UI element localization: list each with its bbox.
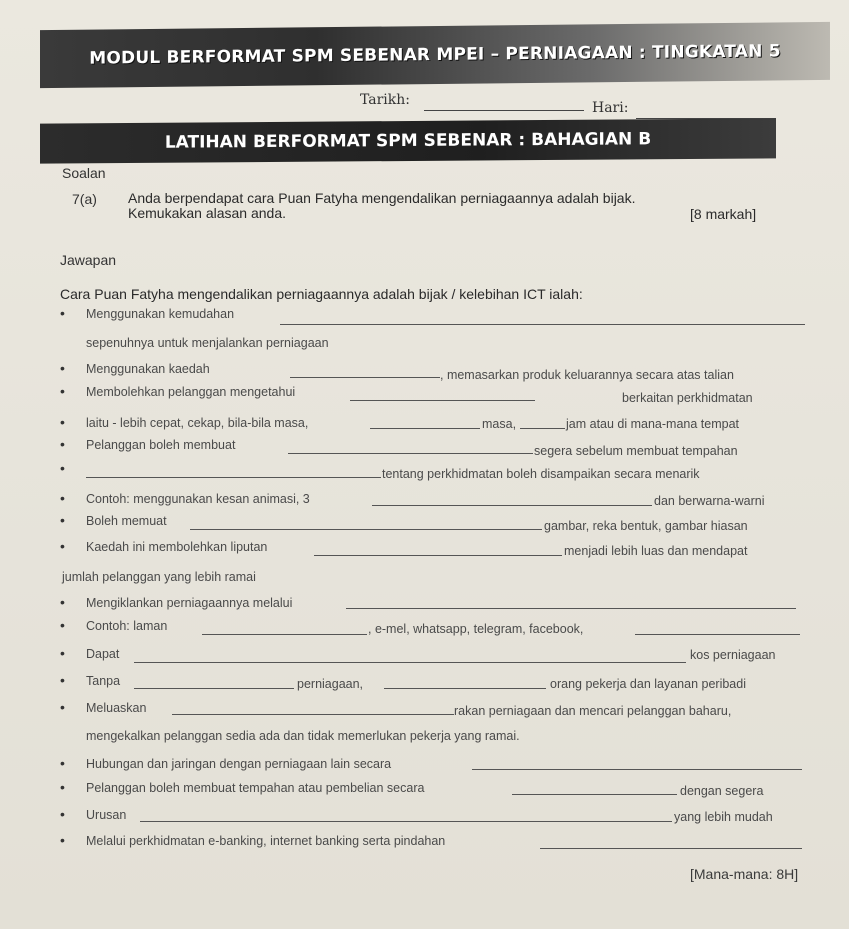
fill-blank[interactable] — [350, 400, 535, 401]
item-continuation: sepenuhnya untuk menjalankan perniagaan — [86, 336, 329, 350]
item-text: Kaedah ini membolehkan liputan — [86, 540, 268, 554]
date-label: Tarikh: — [360, 92, 410, 108]
fill-blank[interactable] — [472, 769, 802, 770]
fill-blank[interactable] — [520, 428, 565, 429]
item-text: Pelanggan boleh membuat tempahan atau pembelian secara — [86, 781, 425, 795]
fill-blank[interactable] — [280, 324, 805, 325]
item-text: Membolehkan pelanggan mengetahui — [86, 385, 296, 399]
fill-blank[interactable] — [346, 608, 796, 609]
fill-blank[interactable] — [512, 794, 677, 795]
item-text: Menggunakan kemudahan — [86, 307, 235, 321]
list-item — [60, 617, 805, 639]
list-item — [60, 672, 805, 694]
item-text: Hubungan dan jaringan dengan perniagaan lain secara — [86, 757, 392, 771]
item-text: segera sebelum membuat tempahan — [534, 444, 738, 458]
item-text: Tanpa — [86, 674, 121, 688]
item-text: Urusan — [86, 808, 127, 822]
item-text: Contoh: laman — [86, 619, 168, 633]
list-item — [60, 806, 805, 828]
bullet-icon: • — [60, 832, 65, 848]
bullet-icon: • — [60, 460, 65, 476]
item-text: menjadi lebih luas dan mendapat — [564, 544, 748, 558]
item-text: tentang perkhidmatan boleh disampaikan secara menarik — [382, 467, 700, 481]
bullet-icon: • — [60, 672, 65, 688]
fill-blank[interactable] — [314, 555, 562, 556]
bullet-icon: • — [60, 383, 65, 399]
item-text: Boleh memuat — [86, 514, 167, 528]
bullet-icon: • — [60, 538, 65, 554]
item-text: Pelanggan boleh membuat — [86, 438, 236, 452]
item-text: rakan perniagaan dan mencari pelanggan baharu, — [454, 704, 732, 718]
item-text: laitu - lebih cepat, cekap, bila-bila masa, — [86, 416, 309, 430]
item-continuation: mengekalkan pelanggan sedia ada dan tidak memerlukan pekerja yang ramai. — [86, 729, 520, 743]
fill-blank[interactable] — [140, 821, 672, 822]
list-item — [60, 779, 805, 801]
date-blank[interactable] — [424, 110, 584, 111]
bullet-icon: • — [60, 755, 65, 771]
bullet-icon: • — [60, 512, 65, 528]
item-text: perniagaan, — [297, 677, 364, 691]
fill-blank[interactable] — [172, 714, 454, 715]
list-item — [60, 512, 805, 534]
bullet-icon: • — [60, 305, 65, 321]
bullet-icon: • — [60, 594, 65, 610]
item-text: yang lebih mudah — [674, 810, 773, 824]
answer-heading: Cara Puan Fatyha mengendalikan perniagaannya adalah bijak / kelebihan ICT ialah: — [60, 286, 583, 302]
module-banner — [40, 22, 830, 88]
question-text: Anda berpendapat cara Puan Fatyha mengendalikan perniagaannya adalah bijak. Kemukakan alasan anda. — [128, 190, 636, 221]
item-text: orang pekerja dan layanan peribadi — [550, 677, 746, 691]
list-item — [60, 832, 805, 854]
fill-blank[interactable] — [635, 634, 800, 635]
item-continuation: jumlah pelanggan yang lebih ramai — [62, 570, 256, 584]
date-row — [360, 92, 780, 118]
item-text: masa, — [482, 417, 517, 431]
item-text: Menggunakan kaedah — [86, 362, 210, 376]
bullet-icon: • — [60, 779, 65, 795]
fill-blank[interactable] — [384, 688, 546, 689]
item-text: gambar, reka bentuk, gambar hiasan — [544, 519, 748, 533]
jawapan-label: Jawapan — [60, 252, 117, 268]
fill-blank[interactable] — [202, 634, 367, 635]
item-text: berkaitan perkhidmatan — [622, 391, 753, 405]
bullet-icon: • — [60, 436, 65, 452]
fill-blank[interactable] — [540, 848, 802, 849]
item-text: kos perniagaan — [690, 648, 776, 662]
list-item — [60, 645, 805, 667]
fill-blank[interactable] — [370, 428, 480, 429]
module-title: MODUL BERFORMAT SPM SEBENAR MPEI – PERNIAGAAN : TINGKATAN 5 — [89, 41, 781, 69]
list-item — [60, 383, 805, 405]
fill-blank[interactable] — [86, 477, 381, 478]
item-text: Mengiklankan perniagaannya melalui — [86, 596, 293, 610]
list-item — [60, 490, 805, 512]
question-number: 7(a) — [72, 191, 97, 207]
fill-blank[interactable] — [134, 688, 294, 689]
bullet-icon: • — [60, 617, 65, 633]
item-text: jam atau di mana-mana tempat — [566, 417, 740, 431]
section-title: LATIHAN BERFORMAT SPM SEBENAR : BAHAGIAN B — [164, 129, 652, 153]
list-item — [60, 436, 805, 458]
item-text: Meluaskan — [86, 701, 147, 715]
bullet-icon: • — [60, 699, 65, 715]
list-item — [60, 305, 805, 327]
item-text: dengan segera — [680, 784, 764, 798]
list-item — [60, 460, 805, 482]
item-text: dan berwarna-warni — [654, 494, 765, 508]
soalan-label: Soalan — [62, 165, 106, 181]
bullet-icon: • — [60, 360, 65, 376]
list-item — [60, 594, 805, 616]
item-text: Contoh: menggunakan kesan animasi, 3 — [86, 492, 310, 506]
bullet-icon: • — [60, 490, 65, 506]
item-text: Melalui perkhidmatan e-banking, internet banking serta pindahan — [86, 834, 446, 848]
list-item — [60, 755, 805, 777]
marks-note: [Mana-mana: 8H] — [690, 866, 799, 882]
item-text: Dapat — [86, 647, 120, 661]
list-item — [60, 699, 805, 721]
fill-blank[interactable] — [288, 453, 533, 454]
list-item — [60, 360, 805, 382]
question-marks: [8 markah] — [690, 206, 757, 222]
fill-blank[interactable] — [134, 662, 686, 663]
section-banner — [40, 118, 776, 163]
item-text: , e-mel, whatsapp, telegram, facebook, — [368, 622, 584, 636]
fill-blank[interactable] — [190, 529, 542, 530]
list-item — [60, 538, 805, 560]
list-item — [60, 414, 805, 436]
bullet-icon: • — [60, 414, 65, 430]
bullet-icon: • — [60, 645, 65, 661]
item-text: , memasarkan produk keluarannya secara atas talian — [440, 368, 734, 382]
day-label: Hari: — [592, 100, 629, 116]
fill-blank[interactable] — [372, 505, 652, 506]
bullet-icon: • — [60, 806, 65, 822]
fill-blank[interactable] — [290, 377, 440, 378]
